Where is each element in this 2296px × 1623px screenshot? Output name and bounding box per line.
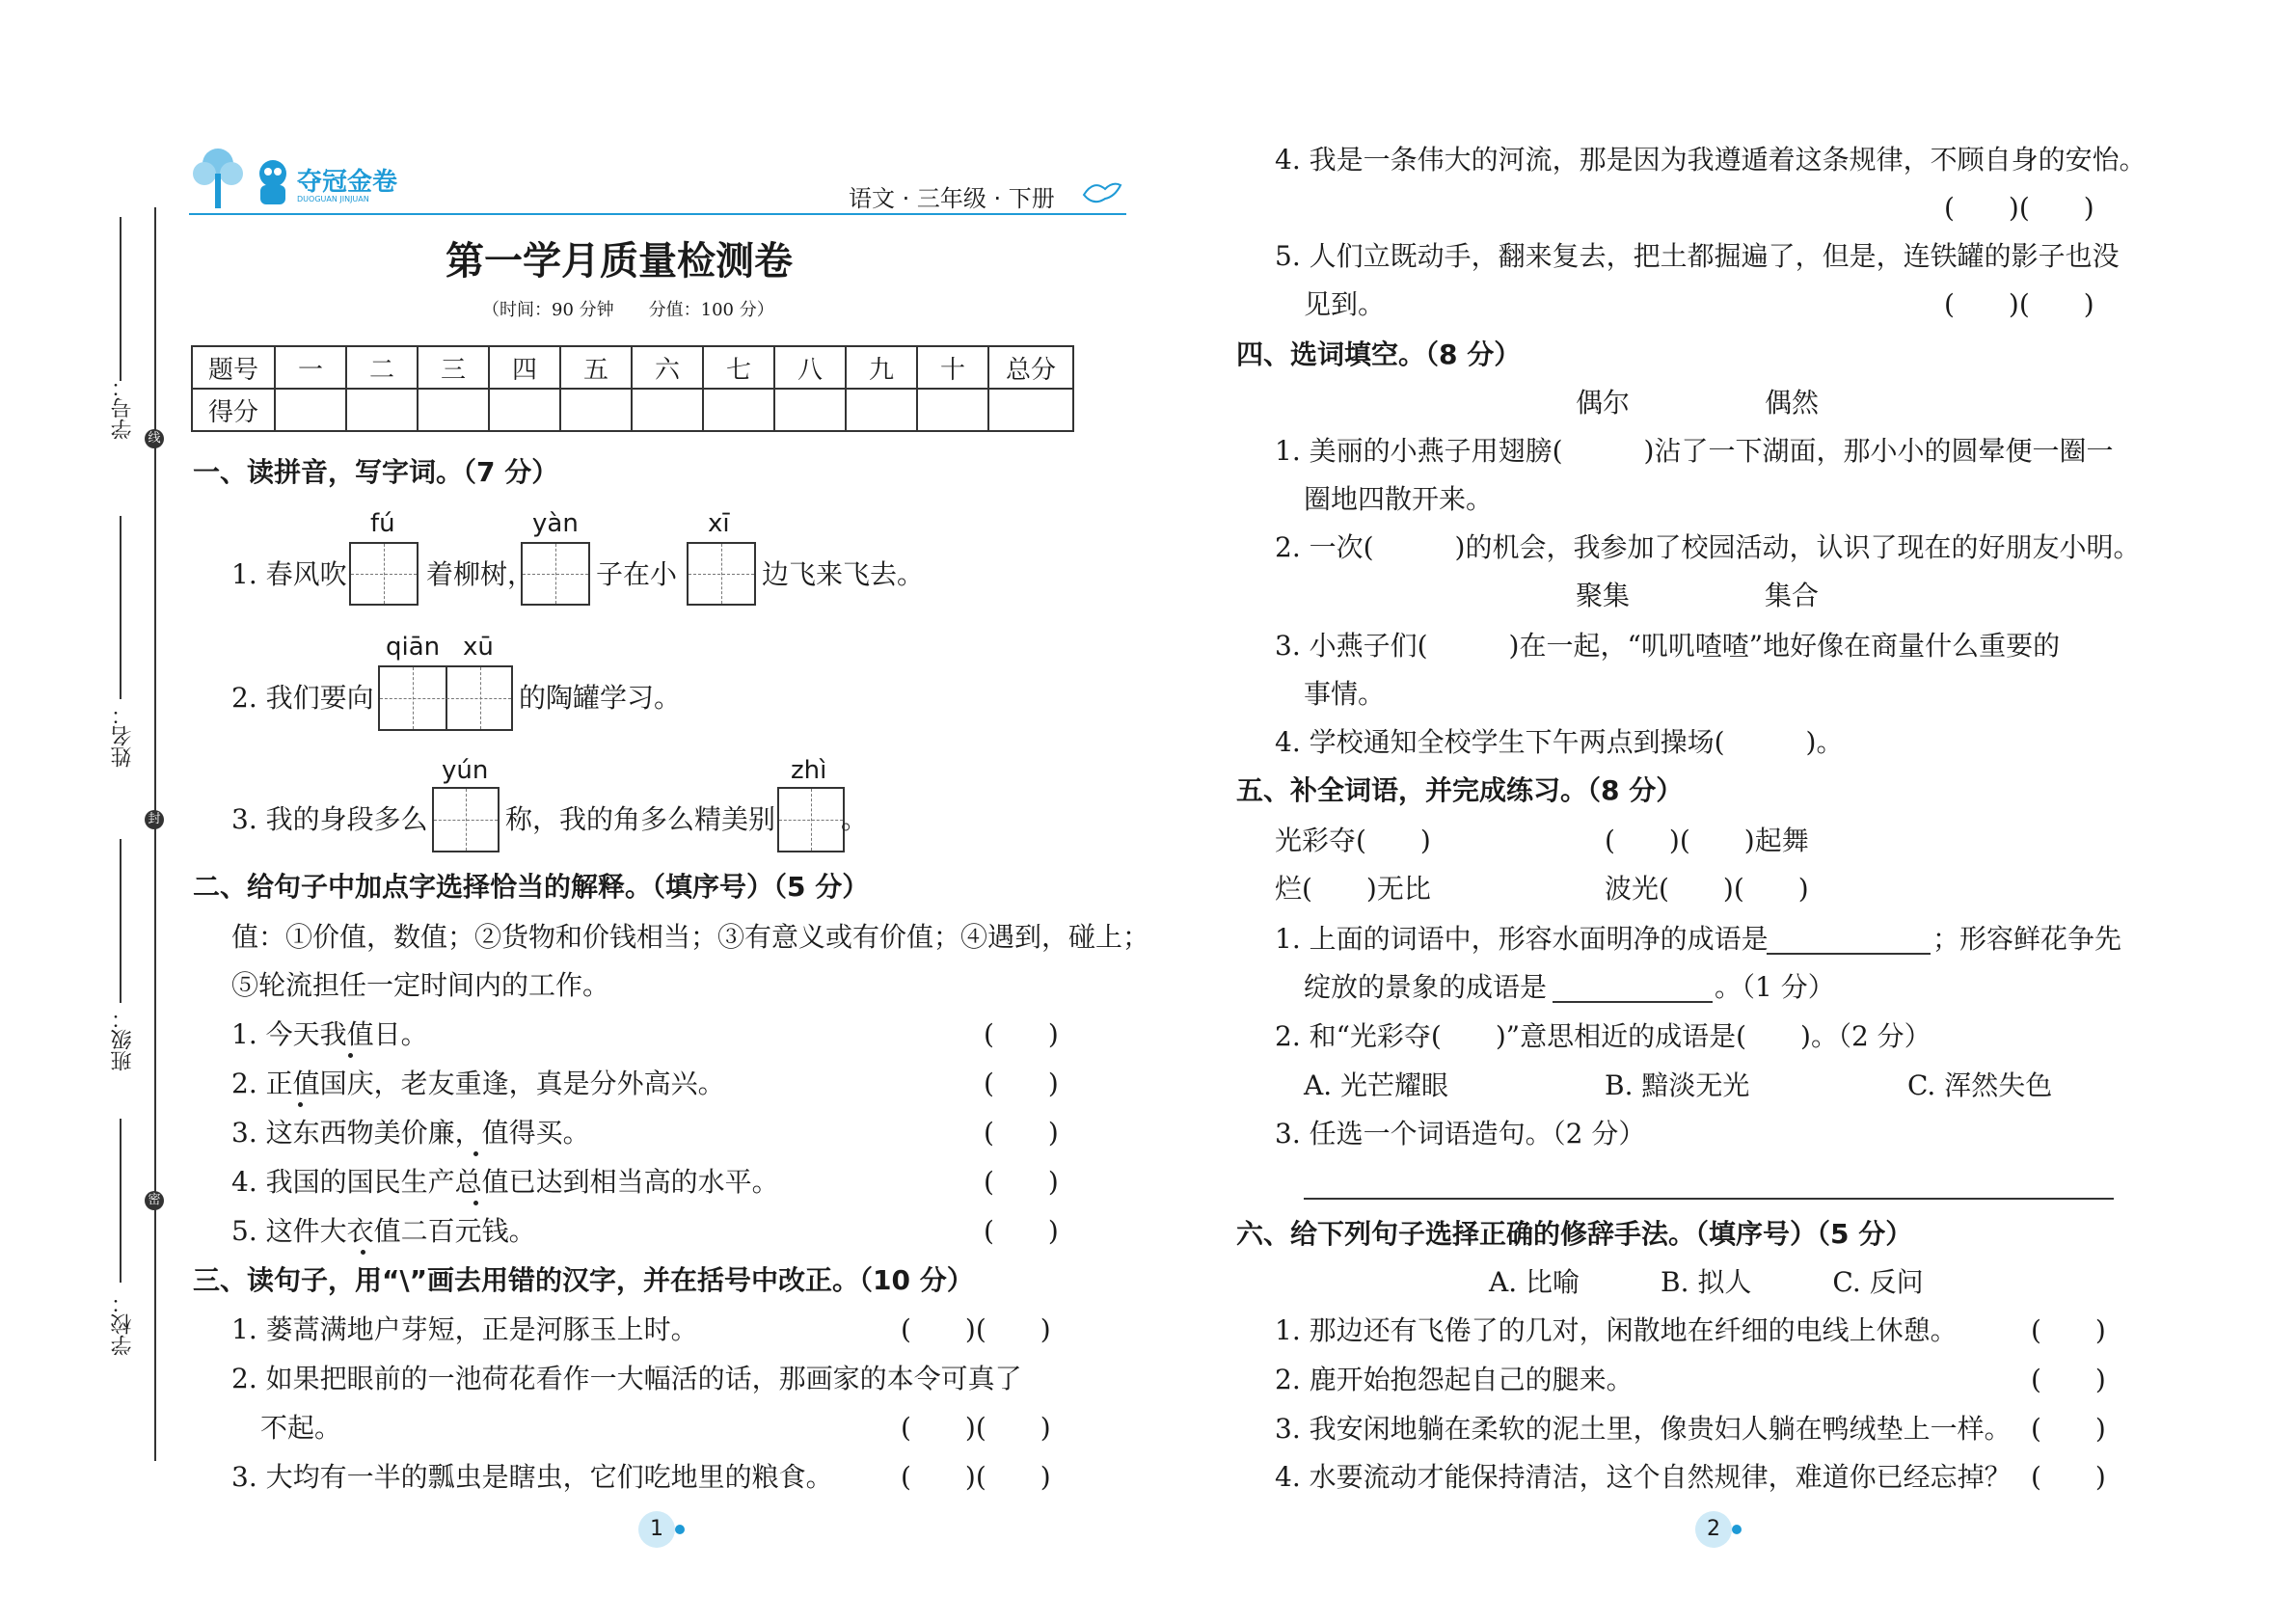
s4-item-3-line-1: 3. 小燕子们( )在一起，“叽叽喳喳”地好像在商量什么重要的 — [1275, 630, 2061, 662]
table-cell: 四 — [489, 346, 560, 389]
table-cell: 六 — [632, 346, 703, 389]
s2-item-3: 3. 这东西物美价廉，值得买。 — [231, 1117, 590, 1149]
answer-paren[interactable]: ( )( ) — [901, 1461, 1051, 1493]
section-1-heading: 一、读拼音，写字词。（7 分） — [193, 456, 559, 488]
answer-paren[interactable]: ( ) — [984, 1018, 1059, 1050]
word-choice-4: 集合 — [1765, 580, 1820, 611]
section-5-heading: 五、补全词语，并完成练习。（8 分） — [1236, 774, 1684, 806]
s6-item-1: 1. 那边还有飞倦了的几对，闲散地在纤细的电线上休憩。 — [1275, 1314, 1958, 1346]
answer-box[interactable] — [349, 542, 419, 606]
table-cell: 七 — [703, 346, 774, 389]
answer-box[interactable] — [521, 542, 590, 606]
s5-item-3: 3. 任选一个词语造句。（2 分） — [1275, 1118, 1646, 1150]
score-cell[interactable] — [489, 389, 560, 431]
pinyin-xi: xī — [708, 509, 730, 538]
definition-line-2: ⑤轮流担任一定时间内的工作。 — [231, 969, 610, 1001]
table-cell: 二 — [346, 346, 418, 389]
rhetoric-options: A. 比喻 B. 拟人 C. 反问 — [1489, 1266, 1924, 1298]
score-cell[interactable] — [846, 389, 917, 431]
subject-label: 语文 · 三年级 · 下册 — [849, 185, 1055, 212]
mascot-icon — [249, 152, 297, 210]
q1-2-part-b: 的陶罐学习。 — [519, 682, 682, 714]
q1-3-part-c: 。 — [841, 803, 869, 835]
page-number-2 — [1695, 1511, 1732, 1548]
section-2-heading: 二、给句子中加点字选择恰当的解释。（填序号）（5 分） — [193, 871, 870, 903]
name-field-label: 姓名： — [111, 704, 135, 768]
s2-item-2: 2. 正值国庆，老友重逢，真是分外高兴。 — [231, 1068, 725, 1099]
word-choice-3: 聚集 — [1576, 580, 1631, 611]
table-cell: 得分 — [192, 389, 275, 431]
s6-item-3: 3. 我安闲地躺在柔软的泥土里，像贵妇人躺在鸭绒垫上一样。 — [1275, 1413, 2012, 1445]
table-cell: 十 — [917, 346, 988, 389]
answer-paren[interactable]: ( ) — [2031, 1461, 2106, 1493]
option-c[interactable]: C. 浑然失色 — [1907, 1069, 2053, 1101]
score-cell[interactable] — [703, 389, 774, 431]
s3-item-2-line-1: 2. 如果把眼前的一池荷花看作一大幅活的话，那画家的本令可真了 — [231, 1363, 1022, 1394]
answer-paren[interactable]: ( ) — [2031, 1413, 2106, 1445]
answer-box[interactable] — [378, 665, 513, 731]
answer-paren[interactable]: ( ) — [984, 1117, 1059, 1149]
emphasis-dot — [298, 1102, 303, 1107]
table-cell: 总分 — [988, 346, 1073, 389]
q1-1-part-b: 着柳树， — [426, 558, 535, 590]
answer-paren[interactable]: ( ) — [984, 1068, 1059, 1099]
idiom-blank-4[interactable]: 波光( )( ) — [1605, 873, 1809, 905]
emphasis-dot — [348, 1053, 353, 1058]
s6-item-2: 2. 鹿开始抱怨起自己的腿来。 — [1275, 1364, 1634, 1395]
emphasis-dot — [473, 1151, 478, 1156]
pinyin-qian: qiān — [386, 633, 441, 662]
answer-paren[interactable]: ( )( ) — [901, 1412, 1051, 1444]
class-field-line — [120, 839, 122, 1003]
seal-mark-3: 密 — [145, 1191, 164, 1210]
section-4-heading: 四、选词填空。（8 分） — [1236, 338, 1522, 370]
page-number-1 — [638, 1511, 675, 1548]
definition-line-1: 值：①价值，数值；②货物和价钱相当；③有意义或有价值；④遇到，碰上； — [231, 921, 1150, 953]
s3-item-2-line-2: 不起。 — [260, 1412, 342, 1444]
s3-item-5-line-2: 见到。 — [1304, 288, 1386, 320]
answer-paren[interactable]: ( )( ) — [1944, 192, 2094, 224]
id-field-label: 学号： — [111, 376, 135, 440]
s2-item-1: 1. 今天我值日。 — [231, 1018, 428, 1050]
score-table-header-row — [192, 346, 1073, 389]
score-cell[interactable] — [418, 389, 489, 431]
tree-icon — [189, 145, 249, 212]
section-6-heading: 六、给下列句子选择正确的修辞手法。（填序号）（5 分） — [1236, 1218, 1913, 1250]
s3-item-1: 1. 蒌蒿满地户芽短，正是河豚玉上时。 — [231, 1313, 698, 1345]
answer-box[interactable] — [777, 787, 845, 852]
table-cell: 题号 — [192, 346, 275, 389]
s5-item-2: 2. 和“光彩夺( )”意思相近的成语是( )。（2 分） — [1275, 1020, 1931, 1052]
pinyin-fu: fú — [370, 509, 395, 538]
s4-item-1-line-1: 1. 美丽的小燕子用翅膀( )沾了一下湖面，那小小的圆晕便一圈一 — [1275, 435, 2114, 467]
page-number-1-text: 1 — [650, 1517, 663, 1541]
s3-item-3: 3. 大均有一半的瓢虫是瞎虫，它们吃地里的粮食。 — [231, 1461, 833, 1493]
s2-item-4: 4. 我国的国民生产总值已达到相当高的水平。 — [231, 1166, 779, 1198]
answer-line[interactable] — [1767, 953, 1931, 955]
s5-item-1-part-b: ；形容鲜花争先 — [1932, 923, 2122, 955]
s4-item-2: 2. 一次( )的机会，我参加了校园活动，认识了现在的好朋友小明。 — [1275, 531, 2141, 563]
table-cell: 五 — [560, 346, 632, 389]
score-cell[interactable] — [917, 389, 988, 431]
s5-item-1-part-d: 。（1 分） — [1715, 971, 1835, 1003]
brand-pinyin: DUOGUAN JINJUAN — [297, 195, 369, 203]
answer-box[interactable] — [687, 542, 756, 606]
bird-icon — [1080, 176, 1124, 210]
answer-paren[interactable]: ( )( ) — [1944, 288, 2094, 320]
table-cell: 八 — [774, 346, 846, 389]
answer-box[interactable] — [432, 787, 500, 852]
s5-item-1-part-c: 绽放的景象的成语是 — [1304, 971, 1548, 1003]
s3-item-4: 4. 我是一条伟大的河流，那是因为我遵遁着这条规律，不顾自身的安怡。 — [1275, 144, 2147, 176]
s6-item-4: 4. 水要流动才能保持清洁，这个自然规律，难道你已经忘掉？ — [1275, 1461, 2012, 1493]
option-a[interactable]: A. 光芒耀眼 — [1304, 1069, 1449, 1101]
score-cell[interactable] — [275, 389, 346, 431]
answer-paren[interactable]: ( ) — [2031, 1364, 2106, 1395]
score-cell[interactable] — [988, 389, 1073, 431]
page-title: 第一学月质量检测卷 — [446, 239, 793, 284]
sentence-answer-line[interactable] — [1304, 1198, 2114, 1200]
s3-item-5-line-1: 5. 人们立既动手，翻来复去，把土都掘遍了，但是，连铁罐的影子也没 — [1275, 240, 2120, 272]
emphasis-dot — [473, 1201, 478, 1205]
s4-item-3-line-2: 事情。 — [1304, 678, 1386, 710]
q1-3-part-b: 称，我的角多么精美别 — [505, 803, 776, 835]
q1-1-part-d: 边飞来飞去。 — [762, 558, 925, 590]
word-choice-1: 偶尔 — [1576, 387, 1631, 419]
emphasis-dot — [361, 1250, 365, 1255]
answer-paren[interactable]: ( ) — [984, 1166, 1059, 1198]
id-field-line — [120, 217, 122, 381]
q1-3-part-a: 3. 我的身段多么 — [231, 803, 428, 835]
score-cell[interactable] — [774, 389, 846, 431]
page-number-2-text: 2 — [1707, 1517, 1720, 1541]
answer-paren[interactable]: ( ) — [984, 1215, 1059, 1247]
idiom-blank-2[interactable]: ( )( )起舞 — [1605, 825, 1809, 856]
s4-item-1-line-2: 圈地四散开来。 — [1304, 483, 1494, 515]
pinyin-xu: xū — [463, 633, 494, 662]
score-cell[interactable] — [560, 389, 632, 431]
pinyin-yun: yún — [442, 756, 489, 785]
table-cell: 九 — [846, 346, 917, 389]
table-cell: 一 — [275, 346, 346, 389]
idiom-blank-1[interactable]: 光彩夺( ) — [1275, 825, 1431, 856]
q1-2-part-a: 2. 我们要向 — [231, 682, 374, 714]
section-3-heading: 三、读句子，用“\”画去用错的汉字，并在括号中改正。（10 分） — [193, 1264, 974, 1296]
answer-line[interactable] — [1553, 1001, 1713, 1003]
score-table — [191, 345, 1074, 432]
word-choice-2: 偶然 — [1765, 387, 1820, 419]
name-field-line — [120, 516, 122, 699]
score-cell[interactable] — [632, 389, 703, 431]
answer-paren[interactable]: ( )( ) — [901, 1313, 1051, 1345]
s2-item-5: 5. 这件大衣值二百元钱。 — [231, 1215, 536, 1247]
s4-item-4: 4. 学校通知全校学生下午两点到操场( )。 — [1275, 726, 1844, 758]
seal-mark-1: 线 — [145, 429, 164, 448]
brand-logo — [189, 145, 411, 212]
class-field-label: 班级： — [111, 1008, 135, 1071]
q1-1-part-a: 1. 春风吹 — [231, 558, 347, 590]
answer-paren[interactable]: ( ) — [2031, 1314, 2106, 1346]
brand-name: 夺冠金卷 — [297, 168, 398, 197]
idiom-blank-3[interactable]: 烂( )无比 — [1275, 873, 1431, 905]
q1-1-part-c: 子在小 — [596, 558, 678, 590]
pinyin-yan: yàn — [532, 509, 579, 538]
seal-mark-2: 封 — [145, 810, 164, 829]
table-cell: 三 — [418, 346, 489, 389]
pinyin-zhi: zhì — [791, 756, 827, 785]
school-field-label: 学校： — [111, 1292, 135, 1356]
school-field-line — [120, 1119, 122, 1283]
exam-meta: （时间：90 分钟 分值：100 分） — [482, 300, 774, 320]
option-b[interactable]: B. 黯淡无光 — [1605, 1069, 1750, 1101]
binding-line — [154, 207, 156, 1461]
score-cell[interactable] — [346, 389, 418, 431]
s5-item-1-part-a: 1. 上面的词语中，形容水面明净的成语是 — [1275, 923, 1769, 955]
score-table-score-row — [192, 389, 1073, 431]
